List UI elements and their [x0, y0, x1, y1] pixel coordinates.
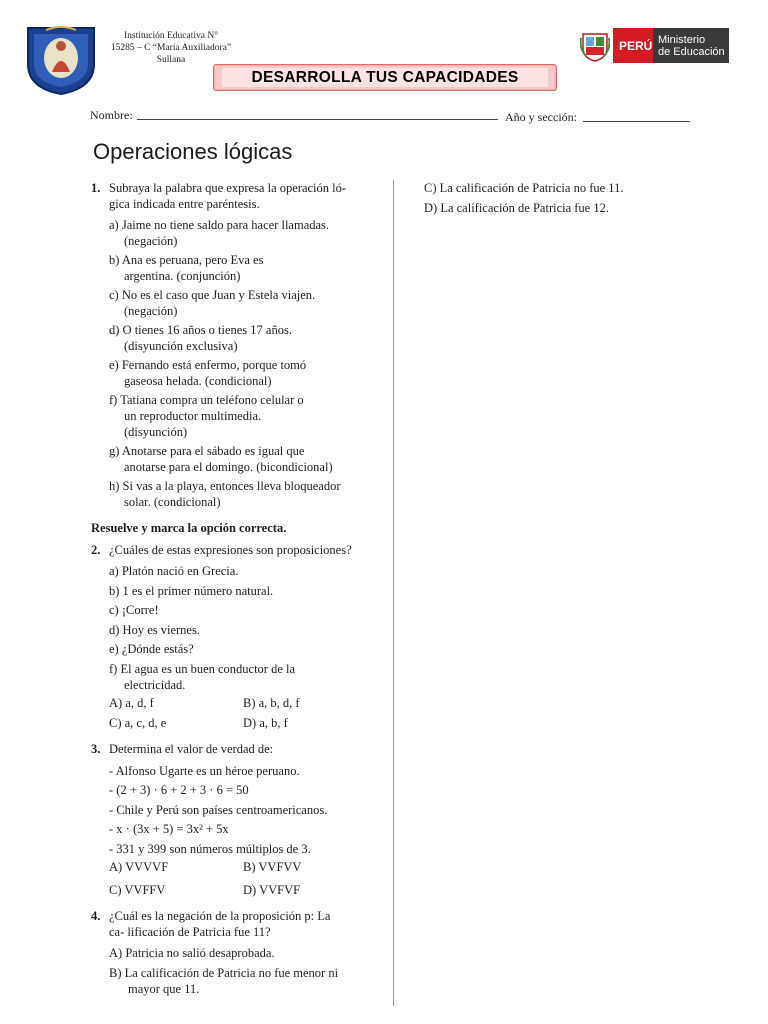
q2-number: 2. [91, 543, 101, 557]
ministry-label [653, 28, 729, 63]
peru-label [613, 28, 653, 63]
q3-item: - 331 y 399 son números múltiplos de 3. [109, 842, 311, 856]
grade-label: Año y sección: [505, 110, 577, 124]
q1-line: argentina. (conjunción) [124, 269, 241, 283]
institution-line-3: Sullana [156, 55, 186, 65]
q2-item: d) Hoy es viernes. [109, 623, 200, 637]
title-banner [213, 64, 557, 91]
institution-line-2: 15285 – C “María Auxiliadora” [110, 43, 232, 53]
q3-option-d[interactable]: D) VVFVF [243, 883, 301, 897]
q1-line: c) No es el caso que Juan y Estela viajen. [109, 288, 316, 302]
peru-shield-icon [580, 30, 610, 62]
institution-name [96, 30, 246, 66]
q2-option-a[interactable]: A) a, d, f [109, 696, 154, 710]
q1-line: a) Jaime no tiene saldo para hacer llamadas. [109, 218, 330, 232]
q1-line: un reproductor multimedia. [124, 409, 262, 423]
q2-option-b[interactable]: B) a, b, d, f [243, 696, 300, 710]
school-crest-icon [24, 24, 98, 96]
name-field[interactable] [137, 119, 498, 120]
q3-prompt: Determina el valor de verdad de: [109, 742, 274, 756]
q2-item: a) Platón nació en Grecia. [109, 564, 239, 578]
q1-prompt-line-2: gica indicada entre paréntesis. [109, 197, 260, 211]
q4-number: 4. [91, 909, 101, 923]
q1-line: (disyunción exclusiva) [124, 339, 238, 353]
q2-item: c) ¡Corre! [109, 603, 159, 617]
q2-prompt: ¿Cuáles de estas expresiones son proposiciones? [109, 543, 352, 557]
q1-line: solar. (condicional) [124, 495, 221, 509]
q2-item: e) ¿Dónde estás? [109, 642, 194, 656]
q3-option-b[interactable]: B) VVFVV [243, 860, 302, 874]
ministry-line-1: Ministerio [658, 34, 706, 46]
q1-line: e) Fernando está enfermo, porque tomó [109, 358, 307, 372]
q1-line: (negación) [124, 234, 178, 248]
instruction-heading: Resuelve y marca la opción correcta. [91, 521, 287, 535]
q1-line: d) O tienes 16 años o tienes 17 años. [109, 323, 292, 337]
q1-line: g) Anotarse para el sábado es igual que [109, 444, 305, 458]
q1-line: gaseosa helada. (condicional) [124, 374, 272, 388]
q1-line: (disyunción) [124, 425, 188, 439]
banner-text: DESARROLLA TUS CAPACIDADES [251, 69, 519, 86]
q4-option-b-cont: mayor que 11. [128, 982, 200, 996]
q4-option-a[interactable]: A) Patricia no salió desaprobada. [109, 946, 275, 960]
q2-option-c[interactable]: C) a, c, d, e [109, 716, 167, 730]
peru-label-text: PERÚ [619, 39, 653, 53]
q1-line: anotarse para el domingo. (bicondicional) [124, 460, 333, 474]
q4-prompt-line-2: ca- lificación de Patricia fue 11? [109, 925, 271, 939]
page-title: Operaciones lógicas [93, 139, 293, 164]
q3-item: - x · (3x + 5) = 3x² + 5x [109, 822, 229, 836]
q1-line: (negación) [124, 304, 178, 318]
q4-option-b[interactable]: B) La calificación de Patricia no fue menor ni [109, 966, 339, 980]
q3-number: 3. [91, 742, 101, 756]
q1-prompt-line-1: Subraya la palabra que expresa la operación ló- [109, 181, 347, 195]
q4-option-d[interactable]: D) La calificación de Patricia fue 12. [424, 201, 609, 215]
q1-number: 1. [91, 181, 101, 195]
q2-item: b) 1 es el primer número natural. [109, 584, 274, 598]
q3-item: - (2 + 3) · 6 + 2 + 3 · 6 = 50 [109, 783, 249, 797]
q4-prompt-line-1: ¿Cuál es la negación de la proposición p: La [109, 909, 331, 923]
q3-item: - Chile y Perú son países centroamericanos. [109, 803, 328, 817]
ministry-line-2: de Educación [658, 46, 725, 58]
name-label: Nombre: [90, 108, 133, 122]
q3-option-a[interactable]: A) VVVVF [109, 860, 169, 874]
q4-option-c[interactable]: C) La calificación de Patricia no fue 11. [424, 181, 624, 195]
q3-item: - Alfonso Ugarte es un héroe peruano. [109, 764, 300, 778]
q1-line: h) Si vas a la playa, entonces lleva bloqueador [109, 479, 341, 493]
q1-line: b) Ana es peruana, pero Eva es [109, 253, 264, 267]
q3-option-c[interactable]: C) VVFFV [109, 883, 166, 897]
grade-field[interactable] [583, 121, 690, 122]
q2-item: f) El agua es un buen conductor de la [109, 662, 296, 676]
q1-line: f) Tatiana compra un teléfono celular o [109, 393, 304, 407]
institution-line-1: Institución Educativa N° [123, 31, 219, 41]
column-divider [393, 180, 394, 1006]
q2-item: electricidad. [124, 678, 186, 692]
q2-option-d[interactable]: D) a, b, f [243, 716, 288, 730]
